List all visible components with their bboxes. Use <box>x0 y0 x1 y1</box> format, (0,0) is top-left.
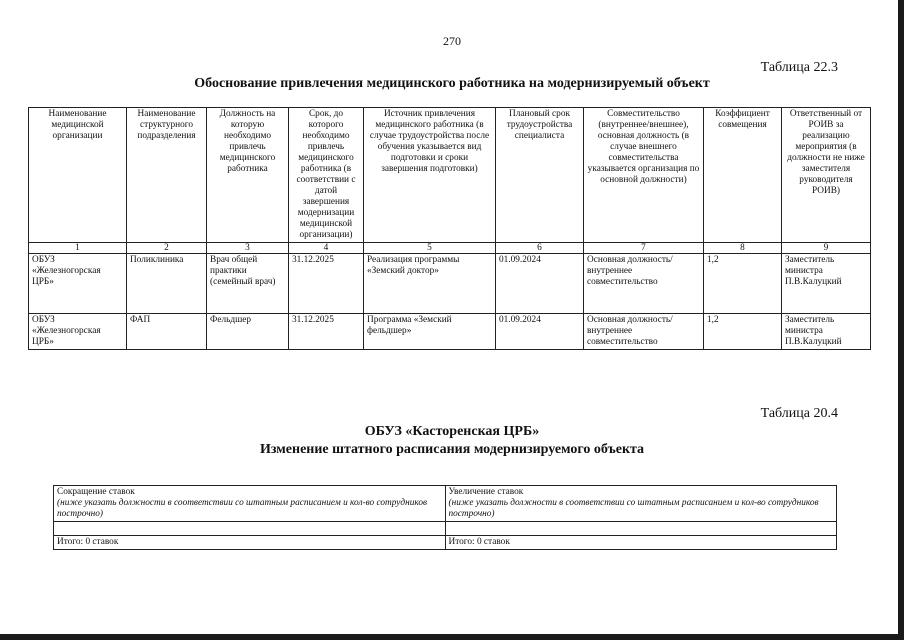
page-number: 270 <box>443 34 461 48</box>
header-deadline: Срок, до которого необходимо привлечь медицинского работника (в соответствии с датой завершения модернизации медицинской организации) <box>289 108 364 243</box>
staffing-change-table <box>53 485 837 550</box>
table-row <box>29 254 871 314</box>
column-number: 3 <box>207 243 289 254</box>
cell-deadline: 31.12.2025 <box>289 314 364 350</box>
increase-header-cell <box>445 486 837 522</box>
empty-cell <box>445 522 837 536</box>
empty-row <box>54 522 837 536</box>
column-number: 4 <box>289 243 364 254</box>
reduction-note: (ниже указать должности в соответствии со штатным расписанием и кол-во сотрудников построчно) <box>57 498 428 519</box>
table-header-row <box>29 108 871 243</box>
cell-org: ОБУЗ «Железногорская ЦРБ» <box>29 314 127 350</box>
column-number: 9 <box>782 243 871 254</box>
cell-org: ОБУЗ «Железногорская ЦРБ» <box>29 254 127 314</box>
increase-total: Итого: 0 ставок <box>445 536 837 550</box>
header-combination: Совместительство (внутреннее/внешнее), основная должность (в случае внешнего совместительства указывается организация по основной должности) <box>584 108 704 243</box>
cell-coefficient: 1,2 <box>704 314 782 350</box>
column-number: 5 <box>364 243 496 254</box>
cell-position: Врач общей практики (семейный врач) <box>207 254 289 314</box>
cell-responsible: Заместитель министра П.В.Калуцкий <box>782 254 871 314</box>
column-number: 8 <box>704 243 782 254</box>
header-planned: Плановый срок трудоустройства специалиста <box>496 108 584 243</box>
reduction-header-cell <box>54 486 446 522</box>
scan-border-bottom <box>0 634 904 640</box>
section2-title: Изменение штатного расписания модернизируемого объекта <box>259 442 645 457</box>
table-row <box>29 314 871 350</box>
cell-source: Реализация программы «Земский доктор» <box>364 254 496 314</box>
header-source: Источник привлечения медицинского работника (в случае трудоустройства после обучения указывается вид подготовки и сроки завершения подготовки) <box>364 108 496 243</box>
header-position: Должность на которую необходимо привлечь медицинского работника <box>207 108 289 243</box>
cell-unit: ФАП <box>127 314 207 350</box>
cell-coefficient: 1,2 <box>704 254 782 314</box>
cell-planned: 01.09.2024 <box>496 254 584 314</box>
reduction-header: Сокращение ставок <box>57 487 135 497</box>
cell-combination: Основная должность/внутреннее совместительство <box>584 254 704 314</box>
table-label-20-4: Таблица 20.4 <box>760 406 838 421</box>
empty-cell <box>54 522 446 536</box>
cell-source: Программа «Земский фельдшер» <box>364 314 496 350</box>
header-unit: Наименование структурного подразделения <box>127 108 207 243</box>
cell-unit: Поликлиника <box>127 254 207 314</box>
cell-deadline: 31.12.2025 <box>289 254 364 314</box>
column-number-row <box>29 243 871 254</box>
column-number: 1 <box>29 243 127 254</box>
column-number: 7 <box>584 243 704 254</box>
cell-responsible: Заместитель министра П.В.Калуцкий <box>782 314 871 350</box>
cell-planned: 01.09.2024 <box>496 314 584 350</box>
staffing-header-row <box>54 486 837 522</box>
header-org: Наименование медицинской организации <box>29 108 127 243</box>
increase-note: (ниже указать должности в соответствии со штатным расписанием и кол-во сотрудников построчно) <box>448 498 819 519</box>
reduction-total: Итого: 0 ставок <box>54 536 446 550</box>
header-coefficient: Коэффициент совмещения <box>704 108 782 243</box>
scan-border-right <box>898 0 904 640</box>
column-number: 6 <box>496 243 584 254</box>
cell-combination: Основная должность/внутреннее совместительство <box>584 314 704 350</box>
increase-header: Увеличение ставок <box>448 487 524 497</box>
header-responsible: Ответственный от РОИВ за реализацию мероприятия (в должности не ниже заместителя руководителя РОИВ) <box>782 108 871 243</box>
section2-org-title: ОБУЗ «Касторенская ЦРБ» <box>364 424 540 439</box>
section1-title: Обоснование привлечения медицинского работника на модернизируемый объект <box>194 76 710 91</box>
cell-position: Фельдшер <box>207 314 289 350</box>
totals-row <box>54 536 837 550</box>
table-label-22-3: Таблица 22.3 <box>760 60 838 75</box>
staff-attraction-table <box>28 107 871 350</box>
column-number: 2 <box>127 243 207 254</box>
